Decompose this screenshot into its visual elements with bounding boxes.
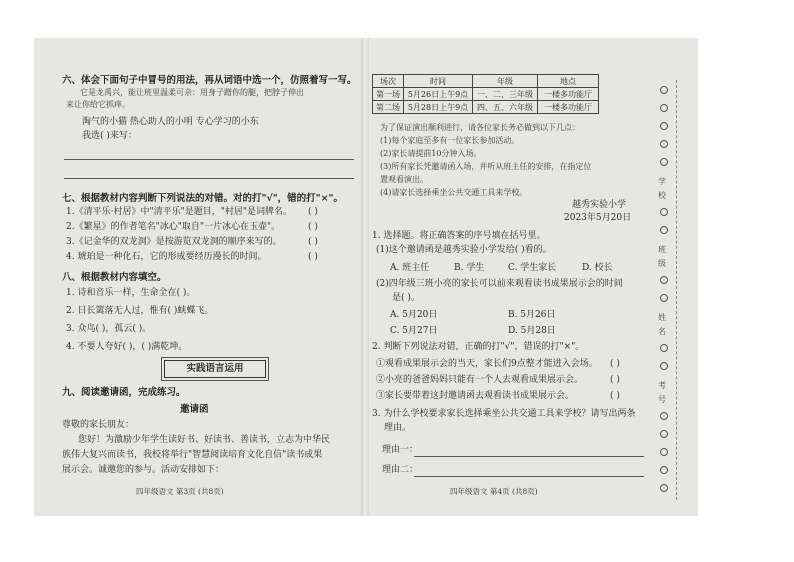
reason-1-line[interactable] [414,456,644,457]
binding-hole [660,466,668,474]
q6-example-line-1: 它是龙禹兴，能让班里温柔可亲：用身子蹭你的腿，把脖子伸出 [80,88,304,97]
left-page [40,38,358,516]
table-header: 场次 [373,75,404,88]
q7-title: 七、根据教材内容判断下列说法的对错。对的打"√"，错的打"×"。 [62,193,344,204]
binding-hole [660,86,668,94]
binding-label: 姓 [658,313,666,322]
table-cell: 第一场 [373,88,404,101]
table-cell: 5月26日上午9点 [404,88,473,101]
answer-bracket[interactable]: ( ) [308,207,318,217]
letter-line-1: 您好！为激励少年学生读好书、好读书、善读书，立志为中华民 [78,435,331,445]
binding-label: 考 [658,381,666,390]
option-b: B. 学生 [454,263,485,273]
binding-hole [660,140,668,148]
table-cell: 一楼多功能厅 [538,101,599,114]
binding-hole [660,158,668,166]
reason-1-label: 理由一： [382,445,419,455]
binding-hole [660,122,668,130]
binding-hole [660,276,668,284]
notice-line-6: (4)请家长选择乘坐公共交通工具来学校。 [380,188,528,197]
q7-item-1: 1.《清平乐·村居》中"清平乐"是题目，"村居"是词牌名。 [66,207,293,217]
answer-bracket[interactable]: ( ) [308,252,318,262]
binding-strip [652,80,682,500]
binding-hole [660,484,668,492]
binding-label: 学 [658,177,666,186]
binding-hole [660,430,668,438]
answer-bracket[interactable]: ( ) [610,359,620,369]
table-cell: 5月28日上午9点 [404,101,473,114]
q3-question-cont: 理由。 [384,423,412,433]
q7-item-2: 2.《繁星》的作者笔名"冰心"取自"一片冰心在玉壶"。 [66,222,281,232]
notice-line-4: (3)所有家长凭邀请函入场，并听从班主任的安排，在指定位 [380,162,592,171]
answer-bracket[interactable]: ( ) [308,222,318,232]
q3-question: 3. 为什么学校要求家长选择乘坐公共交通工具来学校？请写出两条 [372,409,636,419]
reason-2-label: 理由二： [382,465,419,475]
table-header-row [373,75,599,88]
option-a: A. 班主任 [390,263,430,273]
table-row [373,88,599,101]
page-fold [361,38,369,516]
schedule-table [372,74,599,114]
reason-2-line[interactable] [414,476,644,477]
q1-1-question: (1)这个邀请函是越秀实验小学发给( )看的。 [376,245,552,255]
sign-date: 2023年5月20日 [564,213,632,223]
binding-hole [660,362,668,370]
option-c: C. 学生家长 [508,263,557,273]
letter-salutation: 尊敬的家长朋友： [62,420,135,430]
q8-item-4: 4. 不要人夸好( )，( )满乾坤。 [66,342,188,352]
option-d: D. 5月28日 [508,326,556,336]
q6-word-choices: 淘气的小猫 热心助人的小明 专心学习的小东 [82,117,259,127]
q7-item-3: 3.《记金华的双龙洞》是按游览双龙洞的顺序来写的。 [66,237,282,247]
answer-bracket[interactable]: ( ) [308,237,318,247]
binding-hole [660,104,668,112]
page-footer: 四年级语文 第3页 (共8页) [136,487,224,496]
option-c: C. 5月27日 [390,326,438,336]
option-b: B. 5月26日 [508,310,556,320]
q8-title: 八、根据教材内容填空。 [62,272,167,283]
q8-item-2: 2. 日长篱落无人过，惟有( )蛱蝶飞。 [66,306,214,316]
q2-item-3: ③家长要带着这封邀请函去观看读书成果展示会。 [376,391,575,401]
answer-line[interactable] [64,178,354,179]
answer-bracket[interactable]: ( ) [610,391,620,401]
letter-line-2: 族伟大复兴而读书，我校将举行"智慧阅读培育文化自信"读书成果 [62,450,323,460]
table-header: 地点 [538,75,599,88]
q2-item-2: ②小亮的爸爸妈妈只能有一个人去观看成果展示会。 [376,375,584,385]
binding-hole [660,208,668,216]
binding-hole [660,412,668,420]
table-cell: 第二场 [373,101,404,114]
table-row [373,101,599,114]
right-page [372,38,650,516]
answer-line[interactable] [64,159,354,160]
notice-line-1: 为了保证演出顺利进行，请各位家长务必做到以下几点： [380,123,580,132]
q7-item-4: 4. 琥珀是一种化石，它的形成要经历漫长的时间。 [66,252,267,262]
binding-label: 名 [658,327,666,336]
table-header: 时间 [404,75,473,88]
table-header: 年级 [473,75,538,88]
q1-title: 1. 选择题。将正确答案的序号填在括号里。 [372,231,546,241]
q8-item-1: 1. 诗和音乐一样，生命全在( )。 [66,288,196,298]
option-a: A. 5月20日 [390,310,438,320]
binding-label: 号 [658,395,666,404]
table-cell: 一、二、三年级 [473,88,538,101]
letter-line-3: 展示会。诚邀您的参与。活动安排如下： [62,465,225,475]
binding-hole [660,294,668,302]
binding-hole [660,344,668,352]
q6-example-line-2: 来让你给它抓痒。 [66,100,130,109]
q1-2-question-cont: 是( )。 [392,293,420,303]
notice-line-3: (2)家长请提前10分钟入场。 [380,149,482,158]
q2-title: 2. 判断下列说法对错，正确的打"√"，错误的打"×"。 [372,342,585,352]
answer-bracket[interactable]: ( ) [610,375,620,385]
binding-dashed-line [676,80,677,500]
q1-2-question: (2)四年级三班小亮的家长可以前来观看读书成果展示会的时间 [376,279,623,289]
section-banner: 实践语言运用 [164,360,266,378]
sign-school: 越秀实验小学 [572,200,627,210]
table-cell: 一楼多功能厅 [538,88,599,101]
letter-title: 邀请函 [180,404,209,415]
notice-line-2: (1)每个家庭至多有一位家长参加活动。 [380,136,520,145]
binding-hole [660,448,668,456]
table-cell: 四、五、六年级 [473,101,538,114]
q6-choose-prompt: 我选( )来写： [82,131,137,141]
q9-title: 九、阅读邀请函，完成练习。 [62,387,186,398]
page-footer: 四年级语文 第4页 (共8页) [450,487,538,496]
q8-item-3: 3. 众鸟( )，孤云( )。 [66,324,152,334]
binding-label: 班 [658,245,666,254]
notice-line-5: 置观看演出。 [380,175,428,184]
binding-label: 级 [658,259,666,268]
q6-title: 六、体会下面句子中冒号的用法，再从词语中选一个，仿照着写一写。 [62,75,357,86]
binding-hole [660,226,668,234]
option-d: D. 校长 [582,263,613,273]
q2-item-1: ①观看成果展示会的当天，家长们9点整才能进入会场。 [376,359,598,369]
binding-label: 校 [658,191,666,200]
